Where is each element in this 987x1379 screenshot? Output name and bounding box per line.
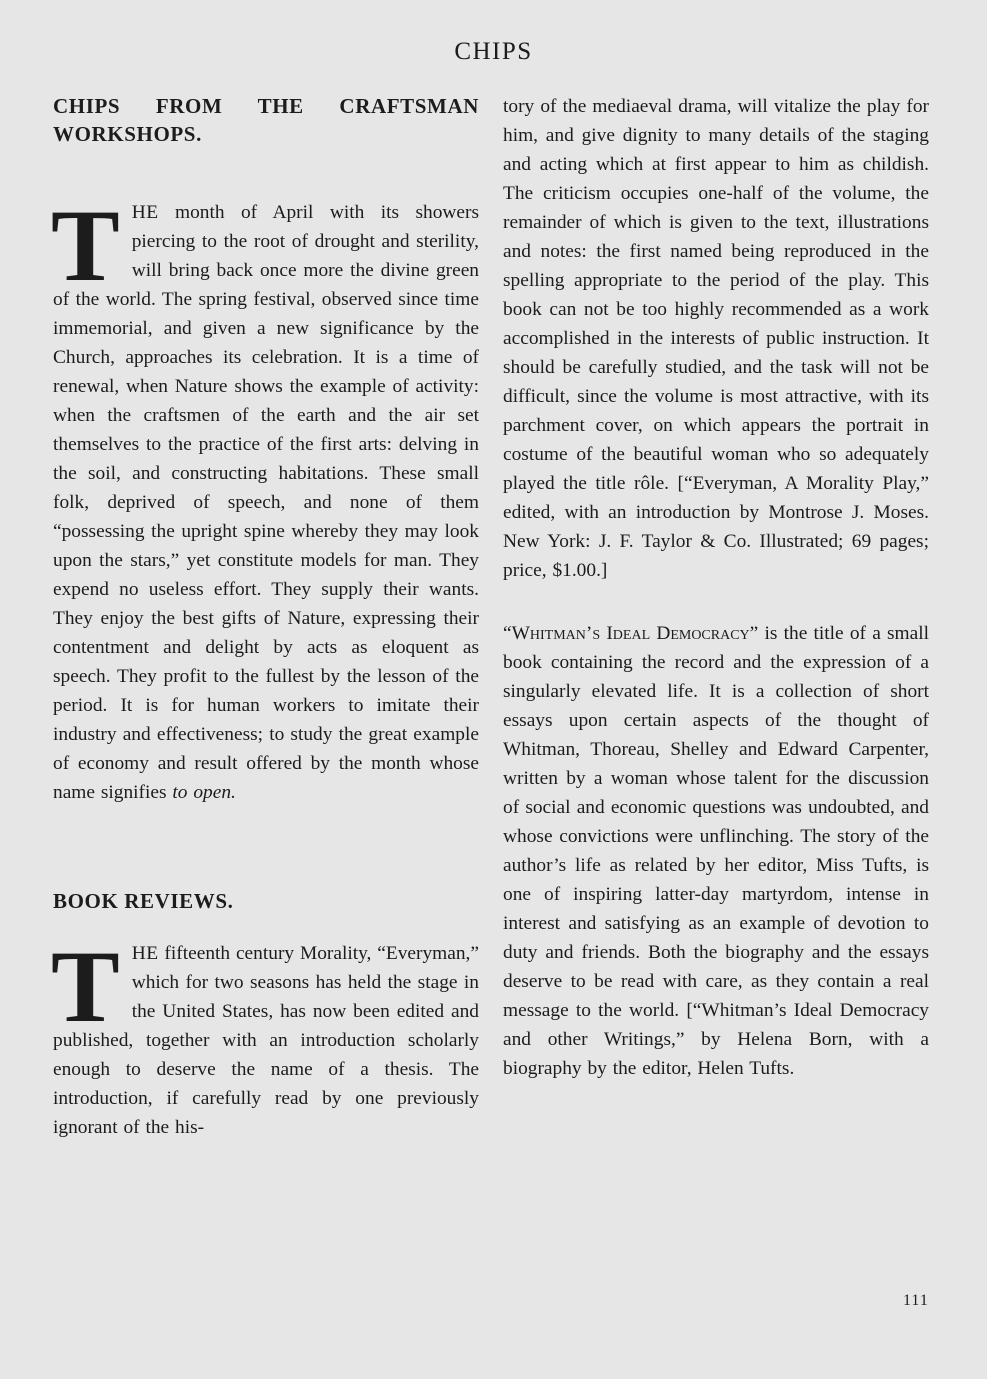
paragraph-everyman [51,930,479,1142]
right-column [503,92,929,1083]
left-column [53,92,479,1142]
drop-cap: T [51,930,120,1044]
paragraph-body: month of April with its showers piercing to the root of drought and sterility, will bring back once more the divine green of the world. The spring festival, observed since time immemorial, and given a new significance by the Church, approaches its celebration. It is a time of renewal, when Nature shows the example of activity: when the craftsmen of the earth and the air set themselves to the practice of the first arts: delving in the soil, and constructing habitations. These small folk, deprived of speech, and none of them “possessing the upright spine whereby they may look upon the stars,” yet constitute models for man. They expend no useless effort. They supply their wants. They enjoy the best gifts of Nature, expressing their contentment and delight by acts as eloquent as speech. They profit to the fullest by the lesson of the period. It is for human workers to imitate their industry and effectiveness; to study the great example of economy and result offered by the month whose name signifies [53,202,479,803]
paragraph-whitman [503,619,929,1083]
paragraph-body: fifteenth century Morality, “Everyman,” which for two seasons has held the stage in the United States, has now been edited and published, together with an introduction scholarly enough to deserve the name of a thesis. The introduction, if carefully read by one previously ignorant of the his- [53,943,479,1138]
running-header: CHIPS [454,38,533,65]
section-title-chips: CHIPS FROM THE CRAFTSMAN WORKSHOPS. [53,94,479,146]
book-title-smallcaps: “Whitman’s Ideal Democracy” [503,623,759,644]
paragraph-body: is the title of a small book containing the record and the expression of a singularly elevated life. It is a collection of short essays upon certain aspects of the thought of Whitman, Thoreau, Shelley and Edward Carpenter, written by a woman whose talent for the discussion of social and economic questions was undoubted, and whose convictions were unflinching. The story of the author’s life as related by her editor, Miss Tufts, is one of inspiring latter-day martyrdom, intense in interest and satisfying as an example of devotion to duty and friends. Both the biography and the essays deserve to be read with care, as they contain a real message to the world. [“Whitman’s Ideal Democracy and other Writings,” by Helena Born, with a biography by the editor, Helen Tufts. [503,623,930,1079]
drop-cap: T [51,189,120,303]
paragraph-everyman-continued: tory of the mediaeval drama, will vitalize the play for him, and give dignity to many details of the staging and acting which at first appear to him as childish. The criticism occupies one-half of the volume, the remainder of which is given to the text, illustrations and notes: the first named being reproduced in the spelling appropriate to the period of the play. This book can not be too highly recommended as a work accomplished in the interests of public instruction. It should be carefully studied, and the task will not be difficult, since the volume is most attractive, with its parchment cover, on which appears the portrait in costume of the beautiful woman who so adequately played the title rôle. [“Everyman, A Morality Play,” edited, with an introduction by Montrose J. Moses. New York: J. F. Taylor & Co. Illustrated; 69 pages; price, $1.00.] [503,96,929,581]
lead-word: HE [131,943,159,964]
section-title-book-reviews: BOOK REVIEWS. [53,889,234,913]
emphasis-text: to open. [172,782,236,803]
paragraph-april [51,189,479,807]
page-number: 111 [903,1292,929,1309]
lead-word: HE [131,202,159,223]
